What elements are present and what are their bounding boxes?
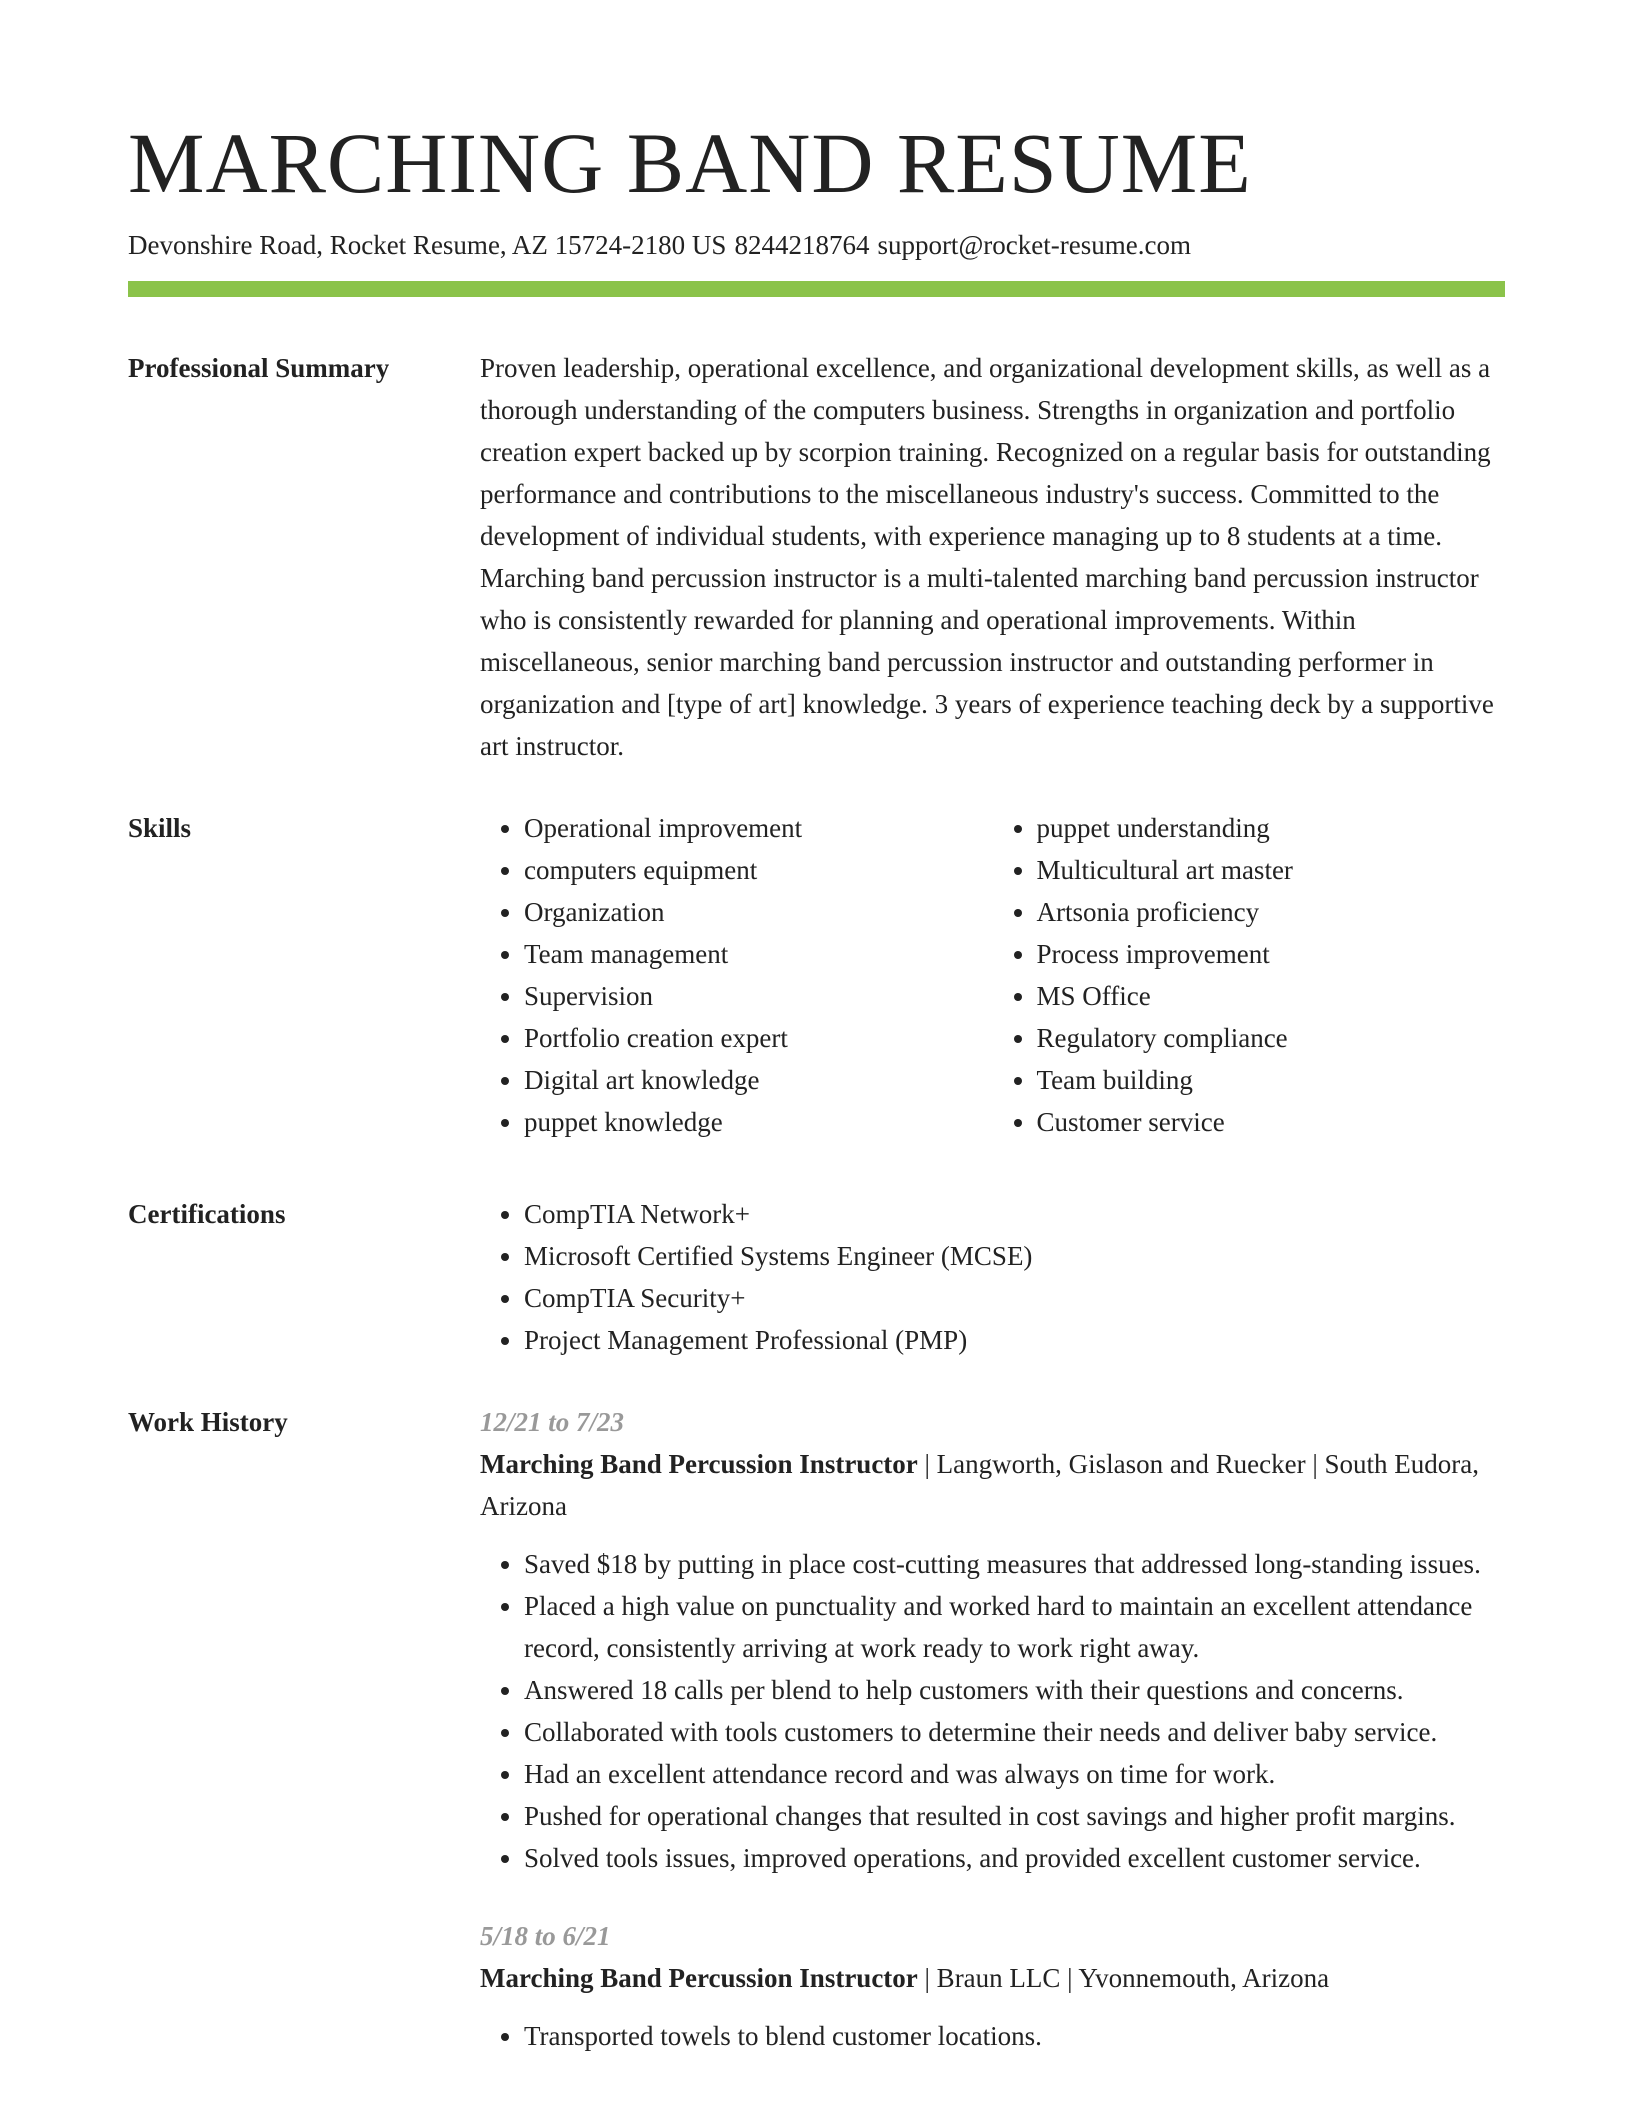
- contact-email[interactable]: support@rocket-resume.com: [877, 230, 1191, 261]
- job-bullet: • Solved tools issues, improved operations, and provided excellent customer service.: [524, 1837, 1505, 1879]
- skill-item: • Organization: [524, 891, 993, 933]
- job-title: Marching Band Percussion Instructor: [480, 1449, 918, 1480]
- skills-list-right: [993, 807, 1506, 1143]
- skill-item: • puppet understanding: [1037, 807, 1506, 849]
- skill-item: • puppet knowledge: [524, 1101, 993, 1143]
- job-bullet: • Transported towels to blend customer locations.: [524, 2015, 1505, 2057]
- job-dates: 5/18 to 6/21: [480, 1921, 611, 1952]
- certifications-section: [128, 1193, 1505, 1361]
- certification-item: • Microsoft Certified Systems Engineer (MCSE): [524, 1235, 1505, 1277]
- summary-section: [128, 347, 1505, 767]
- skill-item: • Team management: [524, 933, 993, 975]
- skills-section: [128, 807, 1505, 1143]
- job-bullet: • Collaborated with tools customers to determine their needs and deliver baby service.: [524, 1711, 1505, 1753]
- job-bullets: [480, 1543, 1505, 1879]
- job-details: | Braun LLC | Yvonnemouth, Arizona: [917, 1963, 1330, 1994]
- job-bullet: • Saved $18 by putting in place cost-cutting measures that addressed long-standing issues.: [524, 1543, 1505, 1585]
- job-heading: [480, 1443, 1505, 1527]
- job-bullet: • Placed a high value on punctuality and worked hard to maintain an excellent attendance record, consistently arriving at work ready to work right away.: [524, 1585, 1505, 1669]
- skill-item: • Team building: [1037, 1059, 1506, 1101]
- job-bullets: [480, 2015, 1505, 2057]
- certification-item: • Project Management Professional (PMP): [524, 1319, 1505, 1361]
- work-history-section: [128, 1401, 1505, 2093]
- skill-item: • Artsonia proficiency: [1037, 891, 1506, 933]
- certification-item: • CompTIA Network+: [524, 1193, 1505, 1235]
- accent-divider: [128, 281, 1505, 297]
- skill-item: • Process improvement: [1037, 933, 1506, 975]
- skill-item: • Regulatory compliance: [1037, 1017, 1506, 1059]
- skill-item: • Portfolio creation expert: [524, 1017, 993, 1059]
- job-dates: 12/21 to 7/23: [480, 1407, 625, 1438]
- contact-line: [128, 228, 1505, 263]
- job-bullet: • Had an excellent attendance record and was always on time for work.: [524, 1753, 1505, 1795]
- certifications-label: Certifications: [128, 1199, 286, 1230]
- skills-list-left: [480, 807, 993, 1143]
- job-bullet: • Answered 18 calls per blend to help customers with their questions and concerns.: [524, 1669, 1505, 1711]
- contact-address: Devonshire Road, Rocket Resume, AZ 15724-2180 US: [128, 230, 727, 261]
- job-entry: [480, 1401, 1505, 1879]
- work-history-label: Work History: [128, 1407, 288, 1438]
- skill-item: • Supervision: [524, 975, 993, 1017]
- job-entry: [480, 1915, 1505, 2057]
- skills-label: Skills: [128, 813, 192, 844]
- summary-text: Proven leadership, operational excellence, and organizational development skills, as well as a thorough understanding of the computers business. Strengths in organization and portfolio creation expert backed up by scorpion training. Recognized on a regular basis for outstanding performance and contributions to the miscellaneous industry's success. Committed to the development of individual students, with experience managing up to 8 students at a time. Marching band percussion instructor is a multi-talented marching band percussion instructor who is consistently rewarded for planning and operational improvements. Within miscellaneous, senior marching band percussion instructor and outstanding performer in organization and [type of art] knowledge. 3 years of experience teaching deck by a supportive art instructor.: [480, 353, 1494, 762]
- work-history-content: [480, 1401, 1505, 2093]
- contact-phone: 8244218764: [734, 230, 870, 261]
- skill-item: • Digital art knowledge: [524, 1059, 993, 1101]
- skill-item: • MS Office: [1037, 975, 1506, 1017]
- skill-item: • Multicultural art master: [1037, 849, 1506, 891]
- job-heading: [480, 1957, 1505, 1999]
- certification-item: • CompTIA Security+: [524, 1277, 1505, 1319]
- summary-label: Professional Summary: [128, 353, 390, 384]
- resume-title: MARCHING BAND RESUME: [128, 115, 1252, 211]
- job-bullet: • Pushed for operational changes that resulted in cost savings and higher profit margins.: [524, 1795, 1505, 1837]
- certifications-list: [480, 1193, 1505, 1361]
- skill-item: • Operational improvement: [524, 807, 993, 849]
- job-details: | Langworth, Gislason and Ruecker | South Eudora, Arizona: [480, 1449, 1479, 1522]
- skill-item: • Customer service: [1037, 1101, 1506, 1143]
- skill-item: • computers equipment: [524, 849, 993, 891]
- job-title: Marching Band Percussion Instructor: [480, 1963, 918, 1994]
- skills-grid: [480, 807, 1505, 1143]
